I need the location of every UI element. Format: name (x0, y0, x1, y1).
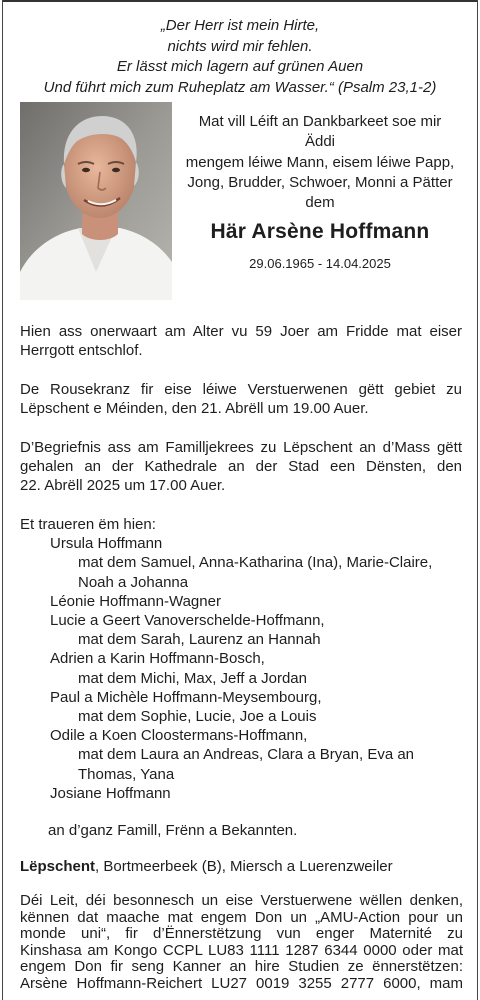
mourner-entry: mat dem Sophie, Lucie, Joe a Louis (78, 708, 317, 726)
mourner-entry: Noah a Johanna (78, 573, 189, 591)
mourner-entry: Paul a Michèle Hoffmann-Meysembourg, (50, 688, 322, 706)
dedication-text (180, 112, 460, 213)
location-line (20, 858, 393, 875)
quote-last-line: Und führt mich zum Ruheplatz am Wasser.“ (43, 78, 334, 96)
quote-line: nichts wird mir fehlen. (167, 37, 313, 55)
dedication-line: Jong, Brudder, Schwoer, Monni a Pätter (187, 173, 453, 191)
mourner-entry: Thomas, Yana (78, 765, 175, 783)
top-border (2, 0, 478, 2)
funeral-line: 22. Abrëll 2025 um 17.00 Auer. (20, 477, 226, 495)
mourner-entry: Odile a Koen Cloostermans-Hoffmann, (50, 727, 308, 745)
rosary-paragraph: De Rousekranz fir eise léiwe Verstuerwenen gëtt gebiet zu Lëpschent e Méinden, den 21. Abrëll um 19.00 Auer. (20, 381, 462, 418)
quote-line (0, 78, 480, 99)
donation-line: Arsène Hoffmann-Reichert LU27 0019 3255 2777 6000, mam (20, 974, 463, 992)
left-border (2, 0, 3, 1000)
mourners-intro: Et traueren ëm hien: (20, 516, 156, 533)
quote-reference: (Psalm 23,1-2) (333, 78, 437, 96)
dedication-line: Mat vill Léift an Dankbarkeet soe mir (198, 113, 442, 130)
funeral-line: D’Begriefnis ass am Familljekrees zu Lëpschent an d’Mass gëtt (20, 439, 462, 456)
closing-line: an d’ganz Famill, Frënn a Bekannten. (48, 822, 298, 839)
right-border (477, 0, 478, 1000)
mourner-entry: mat dem Sarah, Laurenz an Hannah (78, 631, 321, 649)
donation-line: Kinshasa am Kongo CCPL LU83 1111 1287 6344 0000 oder mat (20, 941, 463, 959)
donation-paragraph (20, 893, 463, 993)
dedication-line: Äddi (304, 133, 336, 151)
donation-line: monde uni“, fir d’Ënnerstëtzung vun enger Maternité zu (20, 925, 463, 943)
mourner-entry: mat dem Laura an Andreas, Clara a Bryan, Eva an (78, 746, 415, 764)
mourner-entry: Léonie Hoffmann-Wagner (50, 592, 221, 610)
location-rest: , Bortmeerbeek (B), Miersch a Luerenzweiler (95, 858, 393, 875)
donation-line: Déi Leit, déi besonnesch un eise Verstuerwene wëllen denken, (20, 892, 463, 909)
mourner-entry: mat dem Samuel, Anna-Katharina (Ina), Marie-Claire, (78, 554, 433, 572)
mourner-entry: Lucie a Geert Vanoverschelde-Hoffmann, (50, 612, 325, 630)
location-place: Lëpschent (20, 858, 96, 875)
dedication-line: mengem léiwe Mann, eisem léiwe Papp, (185, 153, 455, 171)
funeral-line: gehalen an der Kathedrale an der Stad een Dënsten, den (20, 458, 462, 476)
mourner-entry: Adrien a Karin Hoffmann-Bosch, (50, 650, 265, 668)
donation-line: kënnen dat maache mat engem Don un „AMU-Action pour un (20, 908, 463, 926)
passing-paragraph: Hien ass onerwaart am Alter vu 59 Joer am Fridde mat eiser Herrgott entschlof. (20, 323, 462, 360)
funeral-paragraph (20, 438, 462, 496)
life-dates: 29.06.1965 - 14.04.2025 (249, 256, 391, 271)
mourner-entry: Josiane Hoffmann (50, 784, 171, 802)
donation-line: engem Don fir seng Kanner an hire Studien ze ënnerstëtzen: (20, 958, 463, 976)
portrait-photo (20, 102, 172, 300)
mourner-entry: Ursula Hoffmann (50, 535, 163, 553)
quote-line: „Der Herr ist mein Hirte, (160, 17, 320, 34)
mourners-list (20, 515, 470, 803)
psalm-quote (0, 16, 480, 98)
deceased-name: Här Arsène Hoffmann (210, 220, 430, 243)
dedication-line: dem (305, 194, 335, 212)
quote-line: Er lässt mich lagern auf grünen Auen (116, 58, 364, 75)
mourner-entry: mat dem Michi, Max, Jeff a Jordan (78, 669, 307, 687)
